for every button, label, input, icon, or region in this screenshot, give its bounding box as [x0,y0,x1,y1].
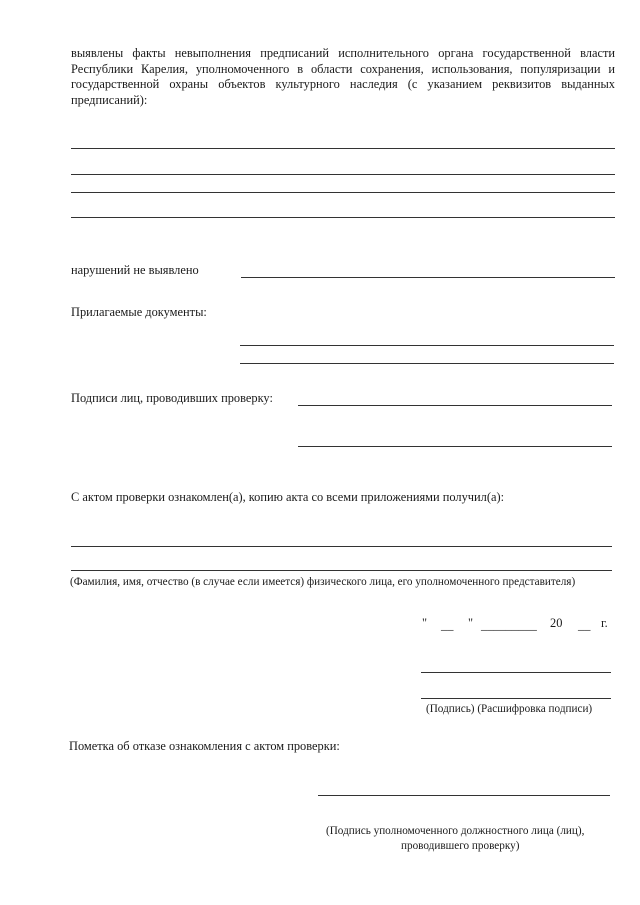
prescription-line-1 [71,148,615,149]
attached-docs-line-1 [240,345,614,346]
prescription-line-4 [71,217,615,218]
no-violations-line [241,277,615,278]
no-violations-label: нарушений не выявлено [71,263,199,277]
signature-line-1 [421,672,611,673]
attached-documents-label: Прилагаемые документы: [71,305,207,319]
official-caption-line-1: (Подпись уполномоченного должностного лица (лиц), [326,825,585,837]
date-year-prefix: 20 [550,616,563,630]
refusal-label: Пометка об отказе ознакомления с актом проверки: [69,739,340,753]
signature-caption: (Подпись) (Расшифровка подписи) [426,703,593,715]
prescription-line-2 [71,174,615,175]
acknowledgment-line-2 [71,570,612,571]
signature-line-2 [421,698,611,699]
intro-paragraph: выявлены факты невыполнения предписаний исполнительного органа государственной власти Республики Карелия, уполномоченного в области сохранения, использования, популяризации и государственной охраны объектов культурного наследия (с указанием реквизитов выданных предписаний): [71,46,615,107]
inspectors-signatures-label: Подписи лиц, проводивших проверку: [71,391,273,405]
date-year-suffix: г. [601,616,608,630]
date-day-blank: __ [441,618,454,632]
fio-caption: (Фамилия, имя, отчество (в случае если имеется) физического лица, его уполномоченного представителя) [70,576,576,588]
inspector-signature-line-2 [298,446,612,447]
acknowledgment-label: С актом проверки ознакомлен(а), копию акта со всеми приложениями получил(а): [71,490,505,504]
prescription-line-3 [71,192,615,193]
date-open-quote: " [422,616,428,630]
date-month-blank: _________ [481,618,537,632]
official-caption-line-2: проводившего проверку) [401,840,520,852]
date-close-quote: " [468,616,474,630]
acknowledgment-line-1 [71,546,612,547]
attached-docs-line-2 [240,363,614,364]
inspector-signature-line-1 [298,405,612,406]
refusal-signature-line [318,795,610,796]
date-year-blank: __ [578,618,591,632]
